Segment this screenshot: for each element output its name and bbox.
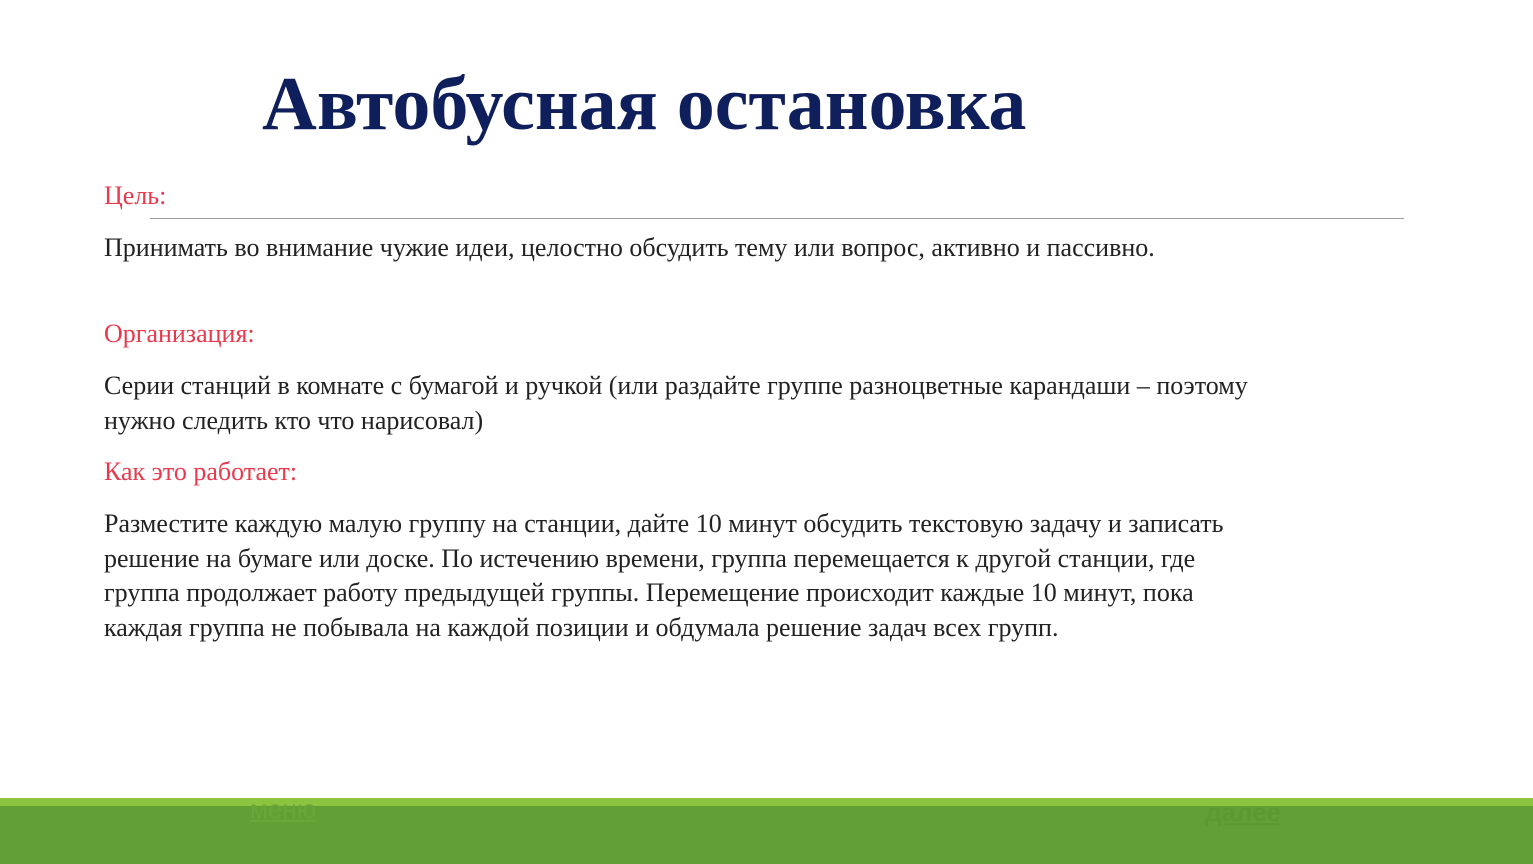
how-it-works-text: Разместите каждую малую группу на станции, дайте 10 минут обсудить текстовую задачу и записать решение на бумаге или доске. По истечению времени, группа перемещается к другой станции, где группа продолжает работу предыдущей группы. Перемещение происходит каждые 10 минут, пока каждая группа не побывала на каждой позиции и обдумала решение задач всех групп. xyxy=(104,509,1224,642)
menu-link[interactable]: меню xyxy=(250,794,317,824)
footer-band xyxy=(0,806,1533,864)
slide-title: Автобусная остановка xyxy=(262,62,1027,146)
organization-label: Организация: xyxy=(104,319,255,348)
how-it-works-label: Как это работает: xyxy=(104,457,298,486)
title-divider xyxy=(150,218,1404,219)
goal-text: Принимать во внимание чужие идеи, целостно обсудить тему или вопрос, активно и пассивно. xyxy=(104,233,1155,262)
footer-stripe xyxy=(0,798,1533,806)
organization-text: Серии станций в комнате с бумагой и ручкой (или раздайте группе разноцветные карандаши – поэтому нужно следить кто что нарисовал) xyxy=(104,371,1248,435)
goal-label: Цель: xyxy=(104,181,167,210)
next-link[interactable]: далее xyxy=(1205,797,1282,827)
